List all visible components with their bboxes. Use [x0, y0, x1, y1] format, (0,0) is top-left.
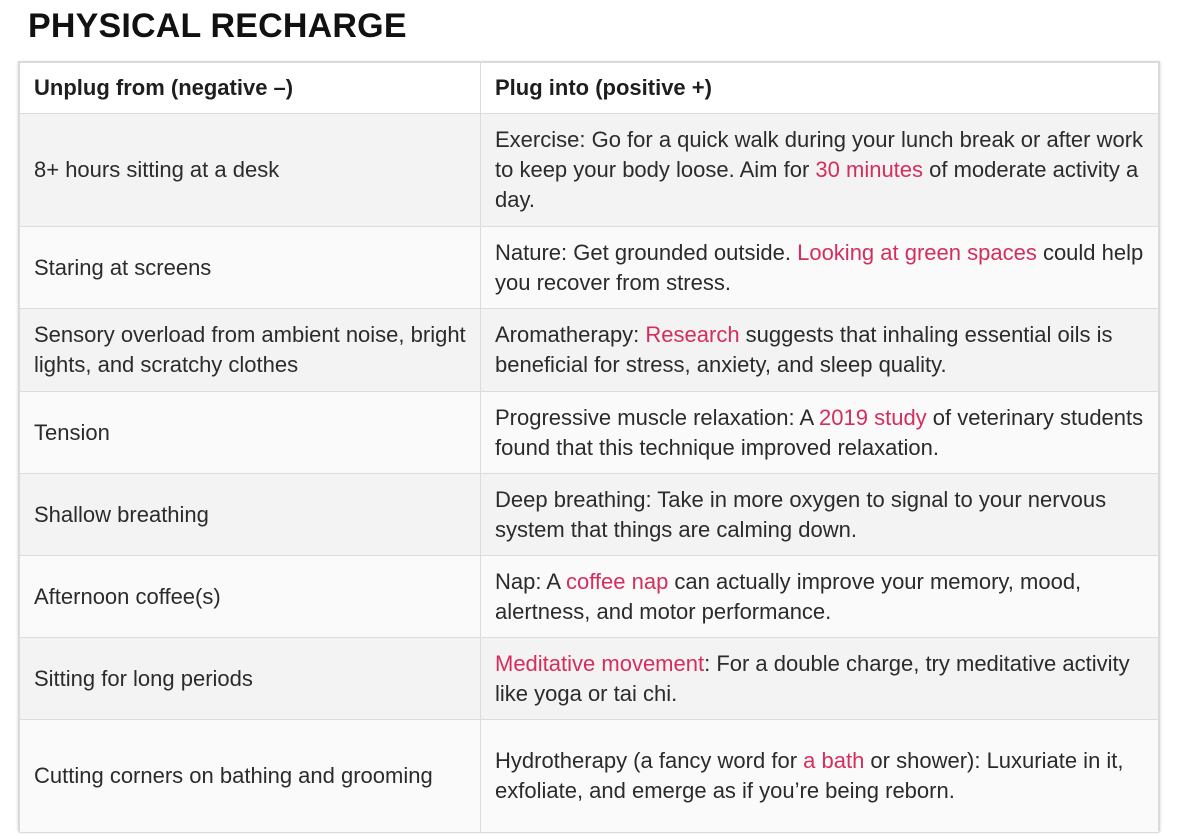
unplug-cell: Sensory overload from ambient noise, bright lights, and scratchy clothes	[20, 309, 481, 392]
plug-cell	[481, 227, 1159, 309]
unplug-column-header: Unplug from (negative –)	[20, 63, 481, 114]
unplug-cell: Staring at screens	[20, 227, 481, 309]
unplug-cell: Sitting for long periods	[20, 638, 481, 720]
page-title: PHYSICAL RECHARGE	[28, 7, 407, 45]
plug-text: Deep breathing: Take in more oxygen to signal to your nervous system that things are calming down.	[495, 486, 1107, 542]
plug-text: Nap: A	[495, 568, 566, 594]
table-body	[20, 114, 1159, 833]
source-link[interactable]: coffee nap	[565, 568, 669, 594]
source-link[interactable]: Research	[645, 322, 740, 347]
plug-text: can actually improve your memory, mood, alertness, and motor performance.	[495, 568, 1082, 624]
plug-cell	[481, 309, 1159, 392]
plug-text: Progressive muscle relaxation: A	[495, 404, 820, 430]
table-row	[20, 114, 1159, 227]
unplug-cell: Cutting corners on bathing and grooming	[20, 720, 481, 833]
plug-cell	[481, 392, 1159, 474]
table-row	[20, 227, 1159, 309]
table-header-row	[20, 63, 1159, 114]
table-row	[20, 720, 1159, 833]
plug-cell	[481, 638, 1159, 720]
plug-text: : For a double charge, try meditative activity like yoga or tai chi.	[495, 650, 1130, 706]
plug-text: Exercise: Go for a quick walk during your lunch break or after work to keep your body loose. Aim for	[495, 127, 1144, 182]
source-link[interactable]: a bath	[803, 748, 865, 773]
plug-text: Nature: Get grounded outside.	[495, 239, 798, 265]
source-link[interactable]: 30 minutes	[815, 157, 924, 182]
unplug-cell: Tension	[20, 392, 481, 474]
plug-text: Aromatherapy:	[495, 322, 646, 347]
source-link[interactable]: Meditative movement	[495, 650, 705, 676]
table-row	[20, 309, 1159, 392]
unplug-cell: 8+ hours sitting at a desk	[20, 114, 481, 227]
plug-cell	[481, 720, 1159, 833]
unplug-cell: Shallow breathing	[20, 474, 481, 556]
plug-text: could help you recover from stress.	[495, 239, 1144, 295]
plug-cell	[481, 114, 1159, 227]
table-row	[20, 556, 1159, 638]
unplug-cell: Afternoon coffee(s)	[20, 556, 481, 638]
source-link[interactable]: Looking at green spaces	[797, 239, 1037, 265]
recharge-table	[18, 61, 1160, 831]
plug-text: or shower): Luxuriate in it, exfoliate, and emerge as if you’re being reborn.	[495, 748, 1124, 803]
plug-column-header: Plug into (positive +)	[481, 63, 1159, 114]
source-link[interactable]: 2019 study	[819, 404, 927, 430]
plug-text: of moderate activity a day.	[495, 157, 1139, 212]
plug-text: suggests that inhaling essential oils is beneficial for stress, anxiety, and sleep quality.	[495, 322, 1113, 377]
table-row	[20, 474, 1159, 556]
plug-text: Hydrotherapy (a fancy word for	[495, 748, 804, 773]
table-row	[20, 638, 1159, 720]
plug-cell	[481, 474, 1159, 556]
plug-text: of veterinary students found that this technique improved relaxation.	[495, 404, 1144, 460]
plug-cell	[481, 556, 1159, 638]
table-row	[20, 392, 1159, 474]
